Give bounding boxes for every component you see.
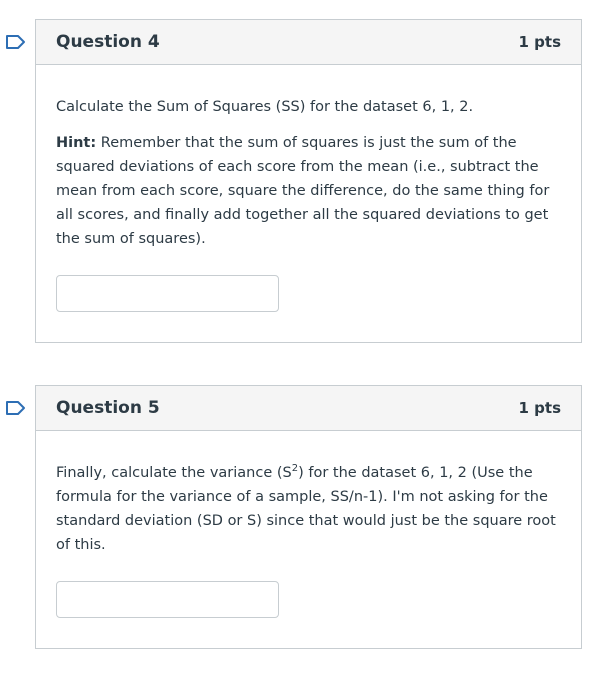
question-4-header	[36, 20, 581, 65]
flag-question-4-icon[interactable]	[6, 35, 26, 49]
answer-input-question-5[interactable]	[56, 581, 279, 618]
question-5	[35, 385, 582, 649]
question-points: 1 pts	[518, 33, 561, 51]
prompt-text-before: Finally, calculate the variance (S	[56, 465, 292, 481]
prompt-text-after: ) for the dataset 6, 1, 2 (Use the formula for the variance of a sample, SS/n-1). I'm not asking for the standard deviation (SD or S) since that would just be the square root of this.	[56, 465, 556, 553]
question-5-header	[36, 386, 581, 431]
question-prompt: Calculate the Sum of Squares (SS) for the dataset 6, 1, 2.	[56, 99, 474, 115]
question-points: 1 pts	[518, 399, 561, 417]
answer-input-question-4[interactable]	[56, 275, 279, 312]
question-prompt	[56, 461, 561, 557]
hint-text: Remember that the sum of squares is just the sum of the squared deviations of each score from the mean (i.e., subtract the mean from each score, square the difference, do the same thing for all scores, and finally add together all the squared deviations to get the sum of squares).	[56, 135, 550, 247]
question-hint	[56, 131, 561, 251]
hint-label: Hint:	[56, 135, 97, 151]
flag-question-5-icon[interactable]	[6, 401, 26, 415]
prompt-superscript: 2	[291, 463, 299, 475]
question-title: Question 5	[56, 398, 160, 418]
question-title: Question 4	[56, 32, 160, 52]
question-5-body	[36, 431, 581, 648]
question-4-body	[36, 65, 581, 342]
question-4	[35, 19, 582, 343]
